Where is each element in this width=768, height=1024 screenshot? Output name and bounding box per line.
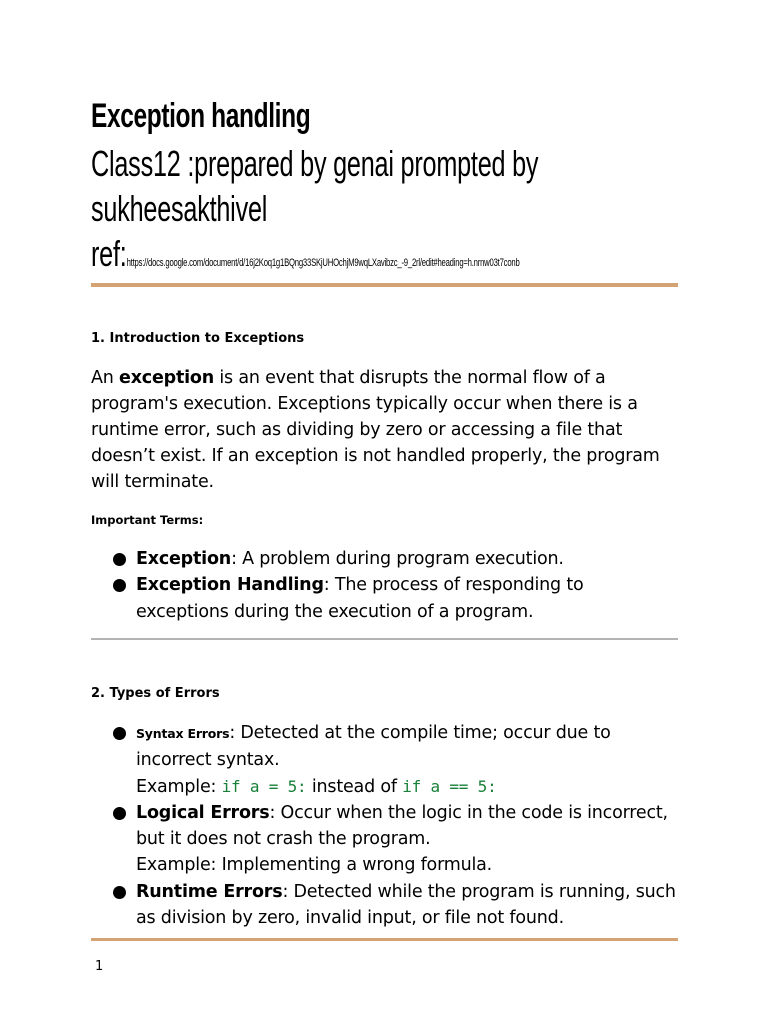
list-item (113, 800, 678, 879)
section-heading-types-of-errors: 2. Types of Errors (91, 686, 220, 701)
intro-paragraph (91, 365, 678, 495)
bullet-icon (113, 727, 126, 740)
intro-text-start: An (91, 368, 120, 388)
error-type-label: Syntax Errors (136, 726, 230, 741)
intro-text-rest: is an event that disrupts the normal flow of a program's execution. Exceptions typically occur when there is a runtime error, such as dividing by zero or accessing a file that doesn’t exist. If an exception is not handled properly, the program will terminate. (91, 368, 660, 492)
error-description: : Detected while the program is running, such as division by zero, invalid input, or file not found. (136, 881, 676, 929)
error-description: : Detected at the compile time; occur due to incorrect syntax. (136, 723, 611, 771)
term-description: : A problem during program execution. (231, 549, 564, 569)
document-title: Exception handling (91, 97, 311, 135)
section-heading-introduction: 1. Introduction to Exceptions (91, 331, 305, 346)
bullet-icon (113, 886, 126, 899)
list-item (113, 546, 678, 572)
header-divider (91, 283, 678, 287)
list-item (113, 572, 678, 625)
code-snippet: if a = 5: (221, 776, 307, 796)
terms-list (113, 546, 678, 625)
page-number: 1 (95, 959, 104, 974)
ref-link[interactable]: https://docs.google.com/document/d/16j2Koq1g1BQng33SKjUHOchjM9wqLXavibzc_-9_2rl/edit#heading=h.nrnw03t7conb (126, 257, 520, 269)
important-terms-heading: Important Terms: (91, 513, 204, 527)
example-text: Example: Implementing a wrong formula. (136, 855, 493, 876)
footer-divider (91, 938, 678, 941)
bullet-icon (113, 807, 126, 820)
code-snippet: if a == 5: (402, 776, 497, 796)
bullet-icon (113, 553, 126, 566)
term-label: Exception Handling (136, 575, 324, 596)
list-item (113, 879, 678, 932)
intro-bold-term: exception (119, 368, 215, 388)
term-label: Exception (136, 549, 232, 569)
errors-list (113, 720, 678, 931)
subtitle-text: Class12 :prepared by genai prompted by sukheesakthivel (91, 143, 539, 229)
list-item (113, 720, 678, 800)
ref-label: ref: (91, 233, 127, 274)
error-type-label: Runtime Errors (136, 881, 283, 902)
bullet-icon (113, 579, 126, 592)
section-divider (91, 638, 678, 640)
error-description: : Occur when the logic in the code is incorrect, but it does not crash the program. (136, 802, 668, 850)
term-description: : The process of responding to exceptions during the execution of a program. (136, 575, 584, 622)
document-subtitle (91, 141, 693, 286)
example-label: Example: (136, 776, 222, 797)
example-connector: instead of (306, 776, 403, 797)
error-type-label: Logical Errors (136, 802, 270, 823)
